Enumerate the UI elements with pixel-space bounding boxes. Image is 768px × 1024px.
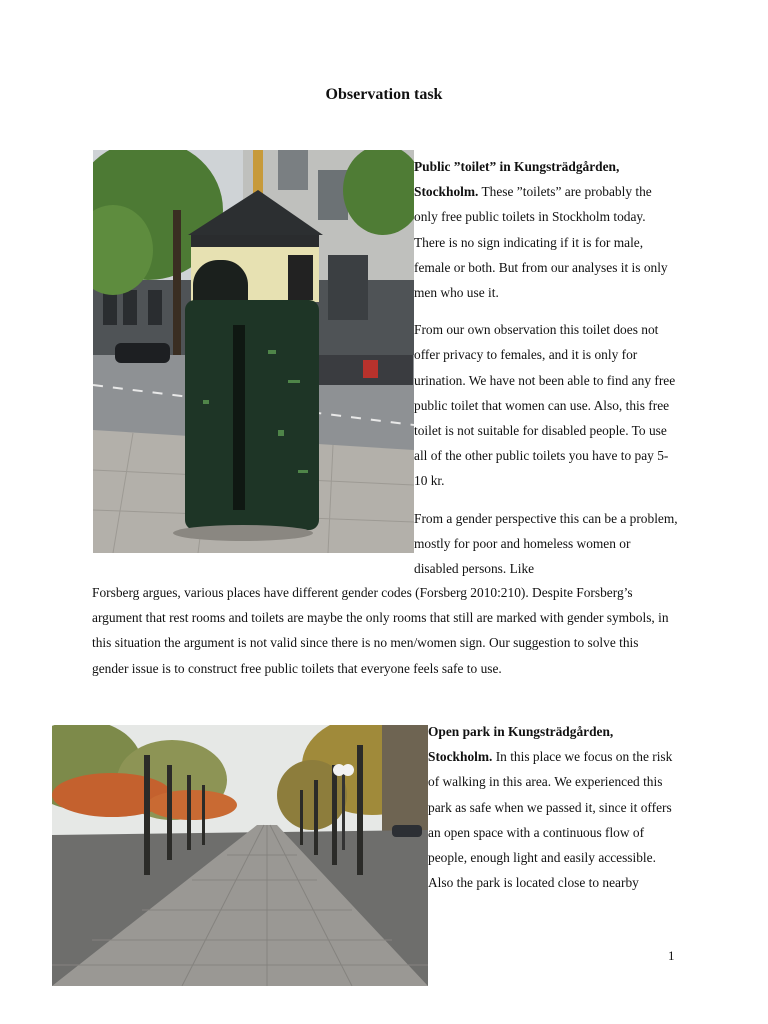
park-photo — [52, 725, 428, 986]
section2-intro-text: In this place we focus on the risk of walking in this area. We experienced this park as safe when we passed it, since it offers an open space with a continuous flow of people, enough light and easily accessible. Also the park is located close to nearby — [428, 749, 673, 891]
section2-intro-paragraph — [428, 719, 678, 895]
section1-intro-paragraph — [414, 154, 678, 305]
section2-side-text — [428, 719, 678, 895]
page-title: Observation task — [325, 86, 443, 103]
section1-paragraph-3a: From a gender perspective this can be a problem, mostly for poor and homeless women or disabled persons. Like — [414, 510, 678, 577]
section1-side-text — [414, 154, 678, 581]
section1-heading: Public ”toilet” in Kungsträdgården, Stockholm. — [414, 159, 620, 200]
toilet-photo — [93, 150, 414, 553]
page-number: 1 — [668, 948, 675, 963]
section1-paragraph-3b: Forsberg argues, various places have different gender codes (Forsberg 2010:210). Despite Forsberg’s argument that rest rooms and toilets are maybe the only rooms that still are marked with gender symbols, in this situation the argument is not valid since there is no men/women sign. Our suggestion to solve this gender issue is to construct free public toilets that everyone feels safe to use. — [92, 585, 669, 676]
section1-paragraph-2: From our own observation this toilet does not offer privacy to females, and it is only for urination. We have not been able to find any free public toilet that women can use. Also, this free toilet is not suitable for disabled people. To use all of the other public toilets you have to pay 5-10 kr. — [414, 322, 676, 489]
section1-intro-text: These ”toilets” are probably the only free public toilets in Stockholm today. There is no sign indicating if it is for male, female or both. But from our analyses it is only men who use it. — [414, 184, 668, 301]
section2-heading: Open park in Kungsträdgården, Stockholm. — [428, 724, 614, 765]
